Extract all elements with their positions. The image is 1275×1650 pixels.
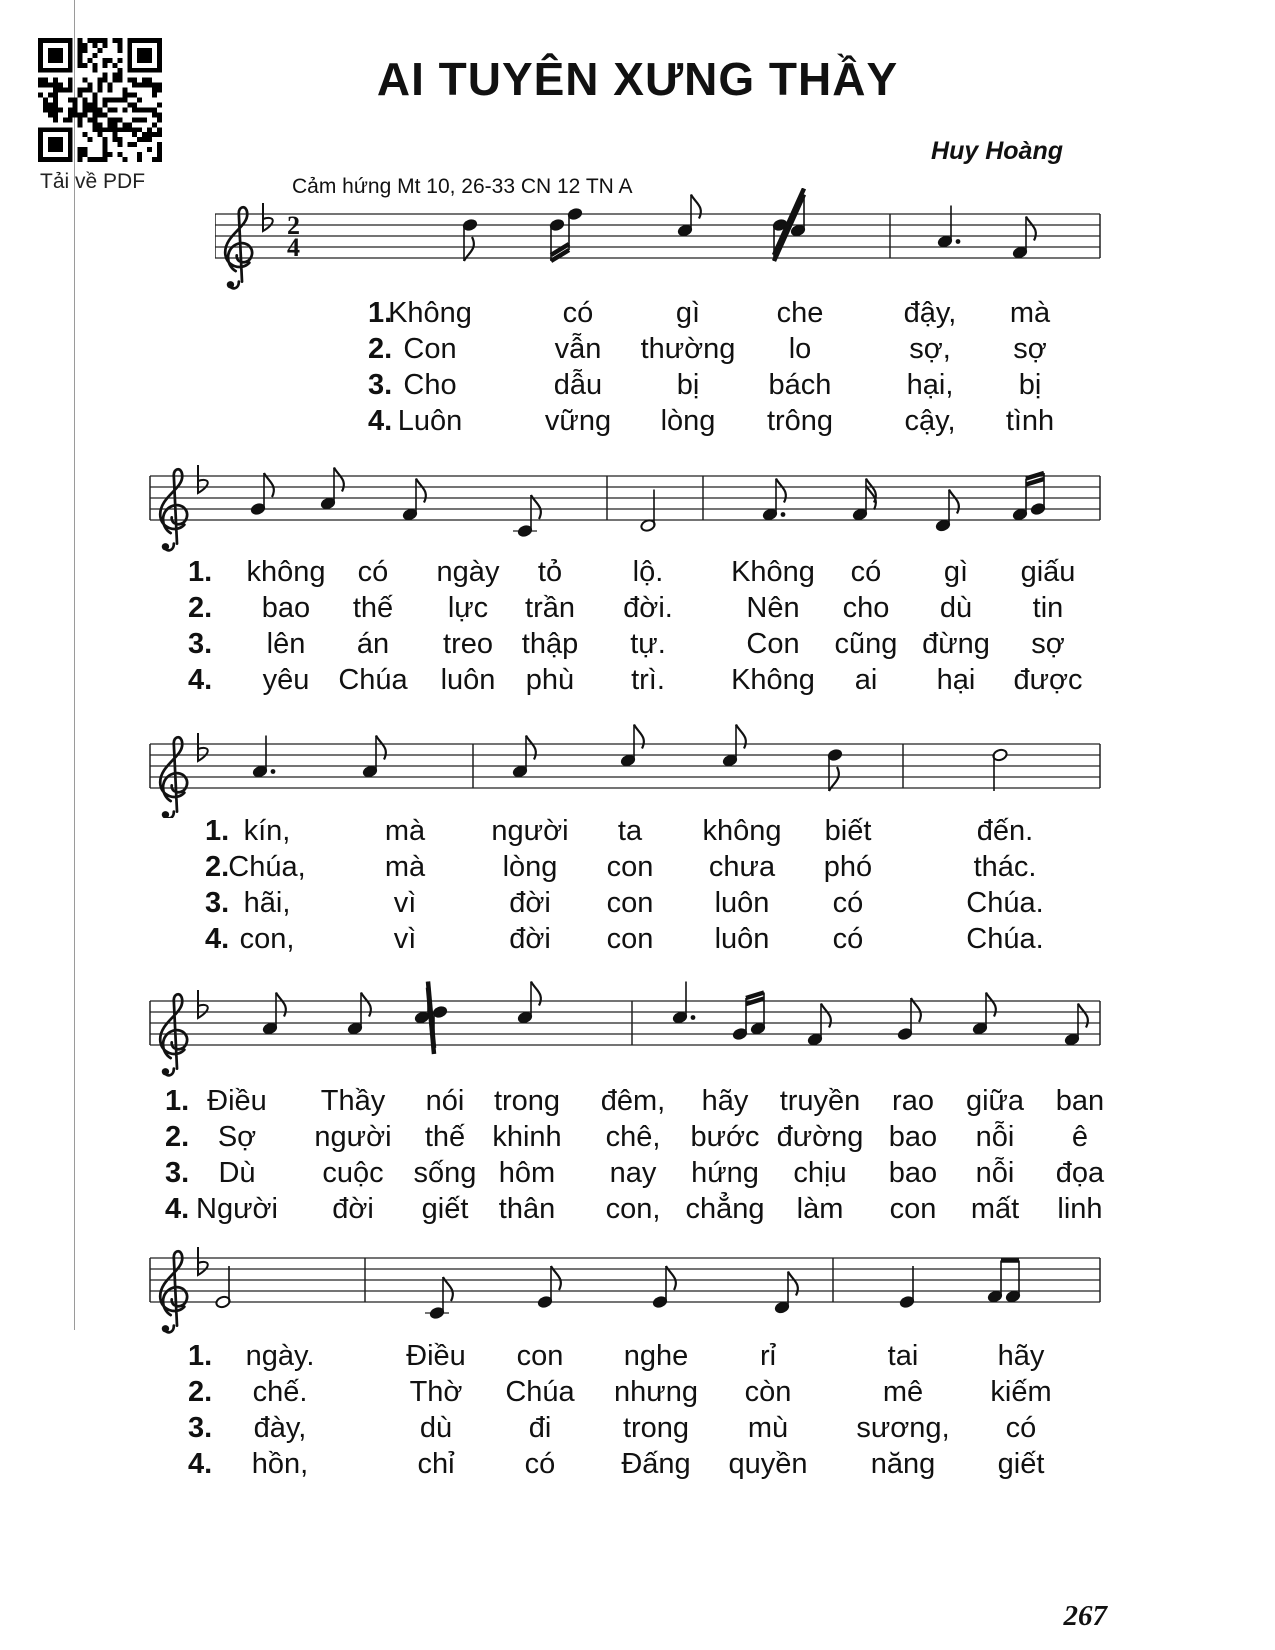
lyric-syllable: đi: [528, 1412, 552, 1444]
note-flag: [531, 982, 541, 1006]
note-flag: [1078, 1004, 1088, 1028]
lyric-syllable: bách: [768, 369, 832, 401]
lyric-syllable: có: [850, 556, 882, 588]
download-pdf-link[interactable]: Tải về PDF: [40, 170, 146, 193]
note-flag: [736, 725, 746, 749]
lyric-syllable: tự.: [630, 628, 666, 660]
verse-number: 1.: [205, 815, 230, 847]
lyric-syllable: lên: [266, 628, 306, 660]
lyric-syllable: tình: [1005, 405, 1055, 437]
lyric-syllable: ban: [1055, 1085, 1105, 1117]
lyric-syllable: thế: [352, 592, 394, 624]
note-flag: [416, 479, 426, 503]
lyric-syllable: lộ.: [632, 556, 664, 588]
scripture-reference: Cảm hứng Mt 10, 26-33 CN 12 TN A: [292, 175, 633, 198]
lyric-verse-line: [188, 1412, 1108, 1448]
verse-number: 1.: [188, 556, 213, 588]
lyric-verse-line: [368, 297, 1088, 333]
music-staff: [140, 1232, 1115, 1342]
lyric-verse-line: [165, 1085, 1105, 1121]
lyric-syllable: bao: [888, 1157, 938, 1189]
lyric-syllable: đọa: [1055, 1157, 1105, 1189]
lyric-syllable: bị: [676, 369, 700, 401]
lyric-syllable: trì.: [631, 664, 665, 696]
lyric-syllable: khinh: [492, 1121, 562, 1153]
verse-number: 4.: [165, 1193, 190, 1225]
lyric-syllable: kiếm: [990, 1376, 1052, 1408]
lyric-syllable: Đấng: [621, 1448, 691, 1480]
lyric-syllable: bao: [261, 592, 311, 624]
lyric-syllable: trông: [766, 405, 834, 437]
lyric-syllable: giấu: [1020, 556, 1076, 588]
verse-number: 4.: [188, 1448, 213, 1480]
lyric-verse-line: [188, 556, 1108, 592]
lyric-verse-line: [188, 664, 1108, 700]
lyric-syllable: hại,: [906, 369, 954, 401]
lyric-syllable: Người: [196, 1193, 278, 1225]
lyric-syllable: mà: [384, 851, 426, 883]
lyric-verse-line: [188, 1376, 1108, 1412]
lyric-syllable: đừng: [922, 628, 990, 660]
lyric-syllable: chỉ: [417, 1448, 455, 1480]
verse-number: 2.: [188, 592, 213, 624]
verse-number: 2.: [205, 851, 230, 883]
lyric-syllable: Không: [731, 664, 815, 696]
lyric-syllable: có: [1005, 1412, 1037, 1444]
lyric-verse-line: [188, 1340, 1108, 1376]
lyric-syllable: lực: [447, 592, 489, 624]
lyric-verse-line: [205, 851, 1105, 887]
key-signature-flat-icon: [198, 733, 208, 761]
lyric-syllable: quyền: [728, 1448, 808, 1480]
lyric-syllable: con: [606, 923, 654, 955]
song-title: AI TUYÊN XƯNG THẦY: [376, 53, 899, 105]
lyric-verse-line: [165, 1157, 1105, 1193]
lyric-syllable: Điều: [207, 1085, 267, 1117]
lyric-syllable: Chúa.: [966, 923, 1044, 955]
key-signature-flat-icon: [263, 203, 273, 231]
lyric-syllable: yêu: [262, 664, 310, 696]
key-signature-flat-icon: [198, 465, 208, 493]
note-flag: [986, 993, 996, 1017]
lyric-syllable: đời: [332, 1193, 374, 1225]
treble-clef-icon: [160, 469, 187, 550]
lyric-syllable: bao: [888, 1121, 938, 1153]
lyric-syllable: Con: [403, 333, 457, 365]
music-staff: [140, 975, 1115, 1085]
lyric-syllable: con: [606, 851, 654, 883]
lyric-syllable: mê: [882, 1376, 924, 1408]
lyric-syllable: con: [606, 887, 654, 919]
treble-clef-icon: [160, 994, 187, 1075]
lyrics-block: [188, 1340, 1108, 1490]
lyric-syllable: mà: [384, 815, 426, 847]
lyric-syllable: luôn: [714, 923, 770, 955]
lyric-syllable: rao: [892, 1085, 934, 1117]
lyric-syllable: sương,: [856, 1412, 950, 1444]
lyric-syllable: hại: [936, 664, 976, 696]
lyric-syllable: án: [356, 628, 390, 660]
lyric-syllable: Dù: [218, 1157, 256, 1189]
lyric-syllable: không: [702, 815, 782, 847]
page-number: 267: [1063, 1600, 1107, 1632]
lyric-syllable: mà: [1009, 297, 1051, 329]
lyric-syllable: được: [1013, 664, 1083, 696]
lyric-syllable: giữa: [965, 1085, 1025, 1117]
lyric-syllable: đường: [776, 1121, 864, 1153]
lyric-verse-line: [368, 405, 1088, 441]
lyric-verse-line: [205, 887, 1105, 923]
note-flag: [1026, 217, 1036, 241]
lyric-syllable: hãy: [997, 1340, 1045, 1372]
lyric-syllable: nhưng: [614, 1376, 698, 1408]
note-flag: [334, 468, 344, 492]
note-flag: [526, 736, 536, 760]
lyric-syllable: chê,: [605, 1121, 661, 1153]
note-flag: [361, 993, 371, 1017]
lyric-syllable: còn: [744, 1376, 792, 1408]
lyric-syllable: giết: [997, 1448, 1045, 1480]
lyric-syllable: sợ: [1013, 333, 1047, 365]
lyric-syllable: phù: [525, 664, 575, 696]
note-flag: [376, 736, 386, 760]
music-staff: [140, 450, 1115, 570]
lyric-syllable: gì: [675, 297, 701, 329]
lyric-syllable: sống: [413, 1157, 477, 1189]
note-flag: [276, 993, 286, 1017]
music-staff: [140, 718, 1115, 818]
note-flag: [821, 1004, 831, 1028]
lyric-syllable: con: [516, 1340, 564, 1372]
dot: [781, 512, 786, 517]
lyric-syllable: chẳng: [685, 1193, 765, 1225]
note-flag: [776, 479, 786, 503]
lyric-syllable: đến.: [976, 815, 1034, 847]
lyric-syllable: Chúa,: [228, 851, 306, 883]
verse-number: 1.: [368, 297, 393, 329]
lyric-syllable: cũng: [834, 628, 898, 660]
dot: [956, 239, 961, 244]
lyric-syllable: giết: [421, 1193, 469, 1225]
lyric-syllable: ai: [854, 664, 878, 696]
lyric-syllable: Nên: [746, 592, 800, 624]
lyric-syllable: thân: [498, 1193, 556, 1225]
treble-clef-icon: [225, 207, 252, 288]
lyric-verse-line: [368, 333, 1088, 369]
lyric-syllable: đời: [509, 887, 551, 919]
lyric-syllable: nói: [425, 1085, 465, 1117]
note-flag: [788, 1272, 798, 1296]
lyric-syllable: tỏ: [537, 556, 563, 588]
verse-number: 3.: [165, 1157, 190, 1189]
lyric-syllable: ê: [1071, 1121, 1089, 1153]
lyric-verse-line: [188, 1448, 1108, 1484]
lyric-syllable: năng: [870, 1448, 936, 1480]
lyric-syllable: ta: [617, 815, 643, 847]
verse-number: 3.: [205, 887, 230, 919]
time-signature-bottom: 4: [287, 233, 300, 262]
page-margin-line: [74, 0, 75, 1330]
lyric-syllable: Chúa: [338, 664, 408, 696]
lyric-syllable: Không: [388, 297, 472, 329]
lyrics-block: [368, 297, 1088, 447]
lyric-syllable: thác.: [973, 851, 1037, 883]
verse-number: 1.: [188, 1340, 213, 1372]
lyric-syllable: lòng: [502, 851, 558, 883]
lyric-verse-line: [368, 369, 1088, 405]
lyrics-block: [205, 815, 1105, 965]
lyric-syllable: người: [491, 815, 569, 847]
lyric-syllable: phó: [823, 851, 873, 883]
lyric-syllable: Thờ: [409, 1376, 463, 1408]
note-flag: [634, 725, 644, 749]
lyric-syllable: có: [832, 923, 864, 955]
lyric-syllable: có: [832, 887, 864, 919]
lyric-syllable: thế: [424, 1121, 466, 1153]
lyric-syllable: nỗi: [975, 1157, 1015, 1189]
key-signature-flat-icon: [198, 1247, 208, 1275]
lyric-syllable: trần: [525, 592, 575, 624]
lyric-syllable: ngày: [436, 556, 500, 588]
lyric-syllable: Không: [731, 556, 815, 588]
music-staff: [215, 188, 1115, 298]
lyric-syllable: làm: [796, 1193, 844, 1225]
lyric-syllable: vẫn: [554, 333, 602, 365]
verse-number: 4.: [205, 923, 230, 955]
lyric-verse-line: [205, 923, 1105, 959]
lyric-syllable: dù: [939, 592, 973, 624]
lyric-syllable: có: [562, 297, 594, 329]
lyric-syllable: tin: [1032, 592, 1064, 624]
lyric-syllable: nay: [609, 1157, 657, 1189]
lyric-syllable: thập: [521, 628, 579, 660]
lyric-syllable: cuộc: [322, 1157, 384, 1189]
lyric-syllable: thường: [640, 333, 736, 365]
lyric-syllable: Sợ: [217, 1121, 257, 1153]
lyric-syllable: dù: [419, 1412, 453, 1444]
lyric-syllable: lòng: [660, 405, 716, 437]
lyric-syllable: vì: [393, 923, 417, 955]
lyric-syllable: cậy,: [904, 405, 956, 437]
lyric-syllable: sợ: [1031, 628, 1065, 660]
lyric-syllable: có: [524, 1448, 556, 1480]
lyric-syllable: luôn: [714, 887, 770, 919]
lyric-syllable: đậy,: [903, 297, 957, 329]
lyric-syllable: Chúa: [505, 1376, 575, 1408]
lyric-verse-line: [165, 1193, 1105, 1229]
verse-number: 2.: [165, 1121, 190, 1153]
lyric-syllable: đêm,: [600, 1085, 666, 1117]
treble-clef-icon: [160, 1251, 187, 1332]
lyric-syllable: Con: [746, 628, 800, 660]
lyric-syllable: hồn,: [251, 1448, 309, 1480]
lyric-syllable: đày,: [253, 1412, 307, 1444]
lyric-syllable: vững: [544, 405, 612, 437]
lyric-syllable: Luôn: [397, 405, 463, 437]
lyrics-block: [165, 1085, 1105, 1235]
lyric-syllable: Chúa.: [966, 887, 1044, 919]
lyric-syllable: trong: [493, 1085, 561, 1117]
dot: [271, 769, 276, 774]
lyric-syllable: hứng: [691, 1157, 759, 1189]
lyric-verse-line: [165, 1121, 1105, 1157]
lyric-syllable: gì: [943, 556, 969, 588]
lyric-syllable: hãy: [701, 1085, 749, 1117]
composer-name: Huy Hoàng: [931, 137, 1063, 165]
note-flag: [949, 490, 959, 514]
lyric-syllable: bước: [690, 1121, 760, 1153]
lyric-syllable: cho: [842, 592, 890, 624]
lyric-syllable: nghe: [623, 1340, 689, 1372]
lyric-syllable: mất: [970, 1193, 1020, 1225]
lyric-syllable: con,: [605, 1193, 661, 1225]
verse-number: 3.: [368, 369, 393, 401]
lyric-syllable: Thầy: [320, 1085, 386, 1117]
lyric-syllable: lo: [788, 333, 812, 365]
lyric-syllable: chịu: [793, 1157, 847, 1189]
lyric-verse-line: [188, 628, 1108, 664]
lyric-syllable: bị: [1018, 369, 1042, 401]
lyric-syllable: có: [357, 556, 389, 588]
verse-number: 3.: [188, 628, 213, 660]
lyric-syllable: nỗi: [975, 1121, 1015, 1153]
note-flag: [691, 195, 701, 219]
beam: [428, 988, 434, 1055]
lyric-syllable: người: [314, 1121, 392, 1153]
verse-number: 4.: [368, 405, 393, 437]
verse-number: 1.: [165, 1085, 190, 1117]
lyric-syllable: truyền: [779, 1085, 861, 1117]
lyric-syllable: Cho: [403, 369, 457, 401]
lyric-syllable: không: [246, 556, 326, 588]
lyric-syllable: biết: [824, 815, 872, 847]
dot: [691, 1015, 696, 1020]
time-signature-top: 2: [287, 211, 300, 240]
lyric-verse-line: [188, 592, 1108, 628]
lyric-syllable: treo: [443, 628, 493, 660]
lyric-syllable: linh: [1057, 1193, 1103, 1225]
verse-number: 2.: [368, 333, 393, 365]
lyric-syllable: kín,: [243, 815, 291, 847]
lyric-syllable: che: [776, 297, 824, 329]
verse-number: 2.: [188, 1376, 213, 1408]
lyric-syllable: hôm: [498, 1157, 556, 1189]
lyric-syllable: đời: [509, 923, 551, 955]
key-signature-flat-icon: [198, 990, 208, 1018]
lyric-syllable: dẫu: [553, 369, 603, 401]
lyric-syllable: đời.: [623, 592, 673, 624]
verse-number: 3.: [188, 1412, 213, 1444]
lyric-syllable: Điều: [406, 1340, 466, 1372]
lyric-syllable: vì: [393, 887, 417, 919]
lyric-syllable: rỉ: [759, 1340, 777, 1372]
verse-number: 4.: [188, 664, 213, 696]
lyric-syllable: luôn: [440, 664, 496, 696]
lyric-syllable: chưa: [708, 851, 776, 883]
lyric-syllable: tai: [887, 1340, 919, 1372]
lyric-syllable: sợ,: [909, 333, 951, 365]
lyrics-block: [188, 556, 1108, 706]
lyric-syllable: trong: [622, 1412, 690, 1444]
lyric-syllable: hãi,: [243, 887, 291, 919]
lyric-verse-line: [205, 815, 1105, 851]
lyric-syllable: ngày.: [245, 1340, 315, 1372]
lyric-syllable: chế.: [252, 1376, 308, 1408]
lyric-syllable: con,: [239, 923, 295, 955]
lyric-syllable: con: [889, 1193, 937, 1225]
lyric-syllable: mù: [747, 1412, 789, 1444]
